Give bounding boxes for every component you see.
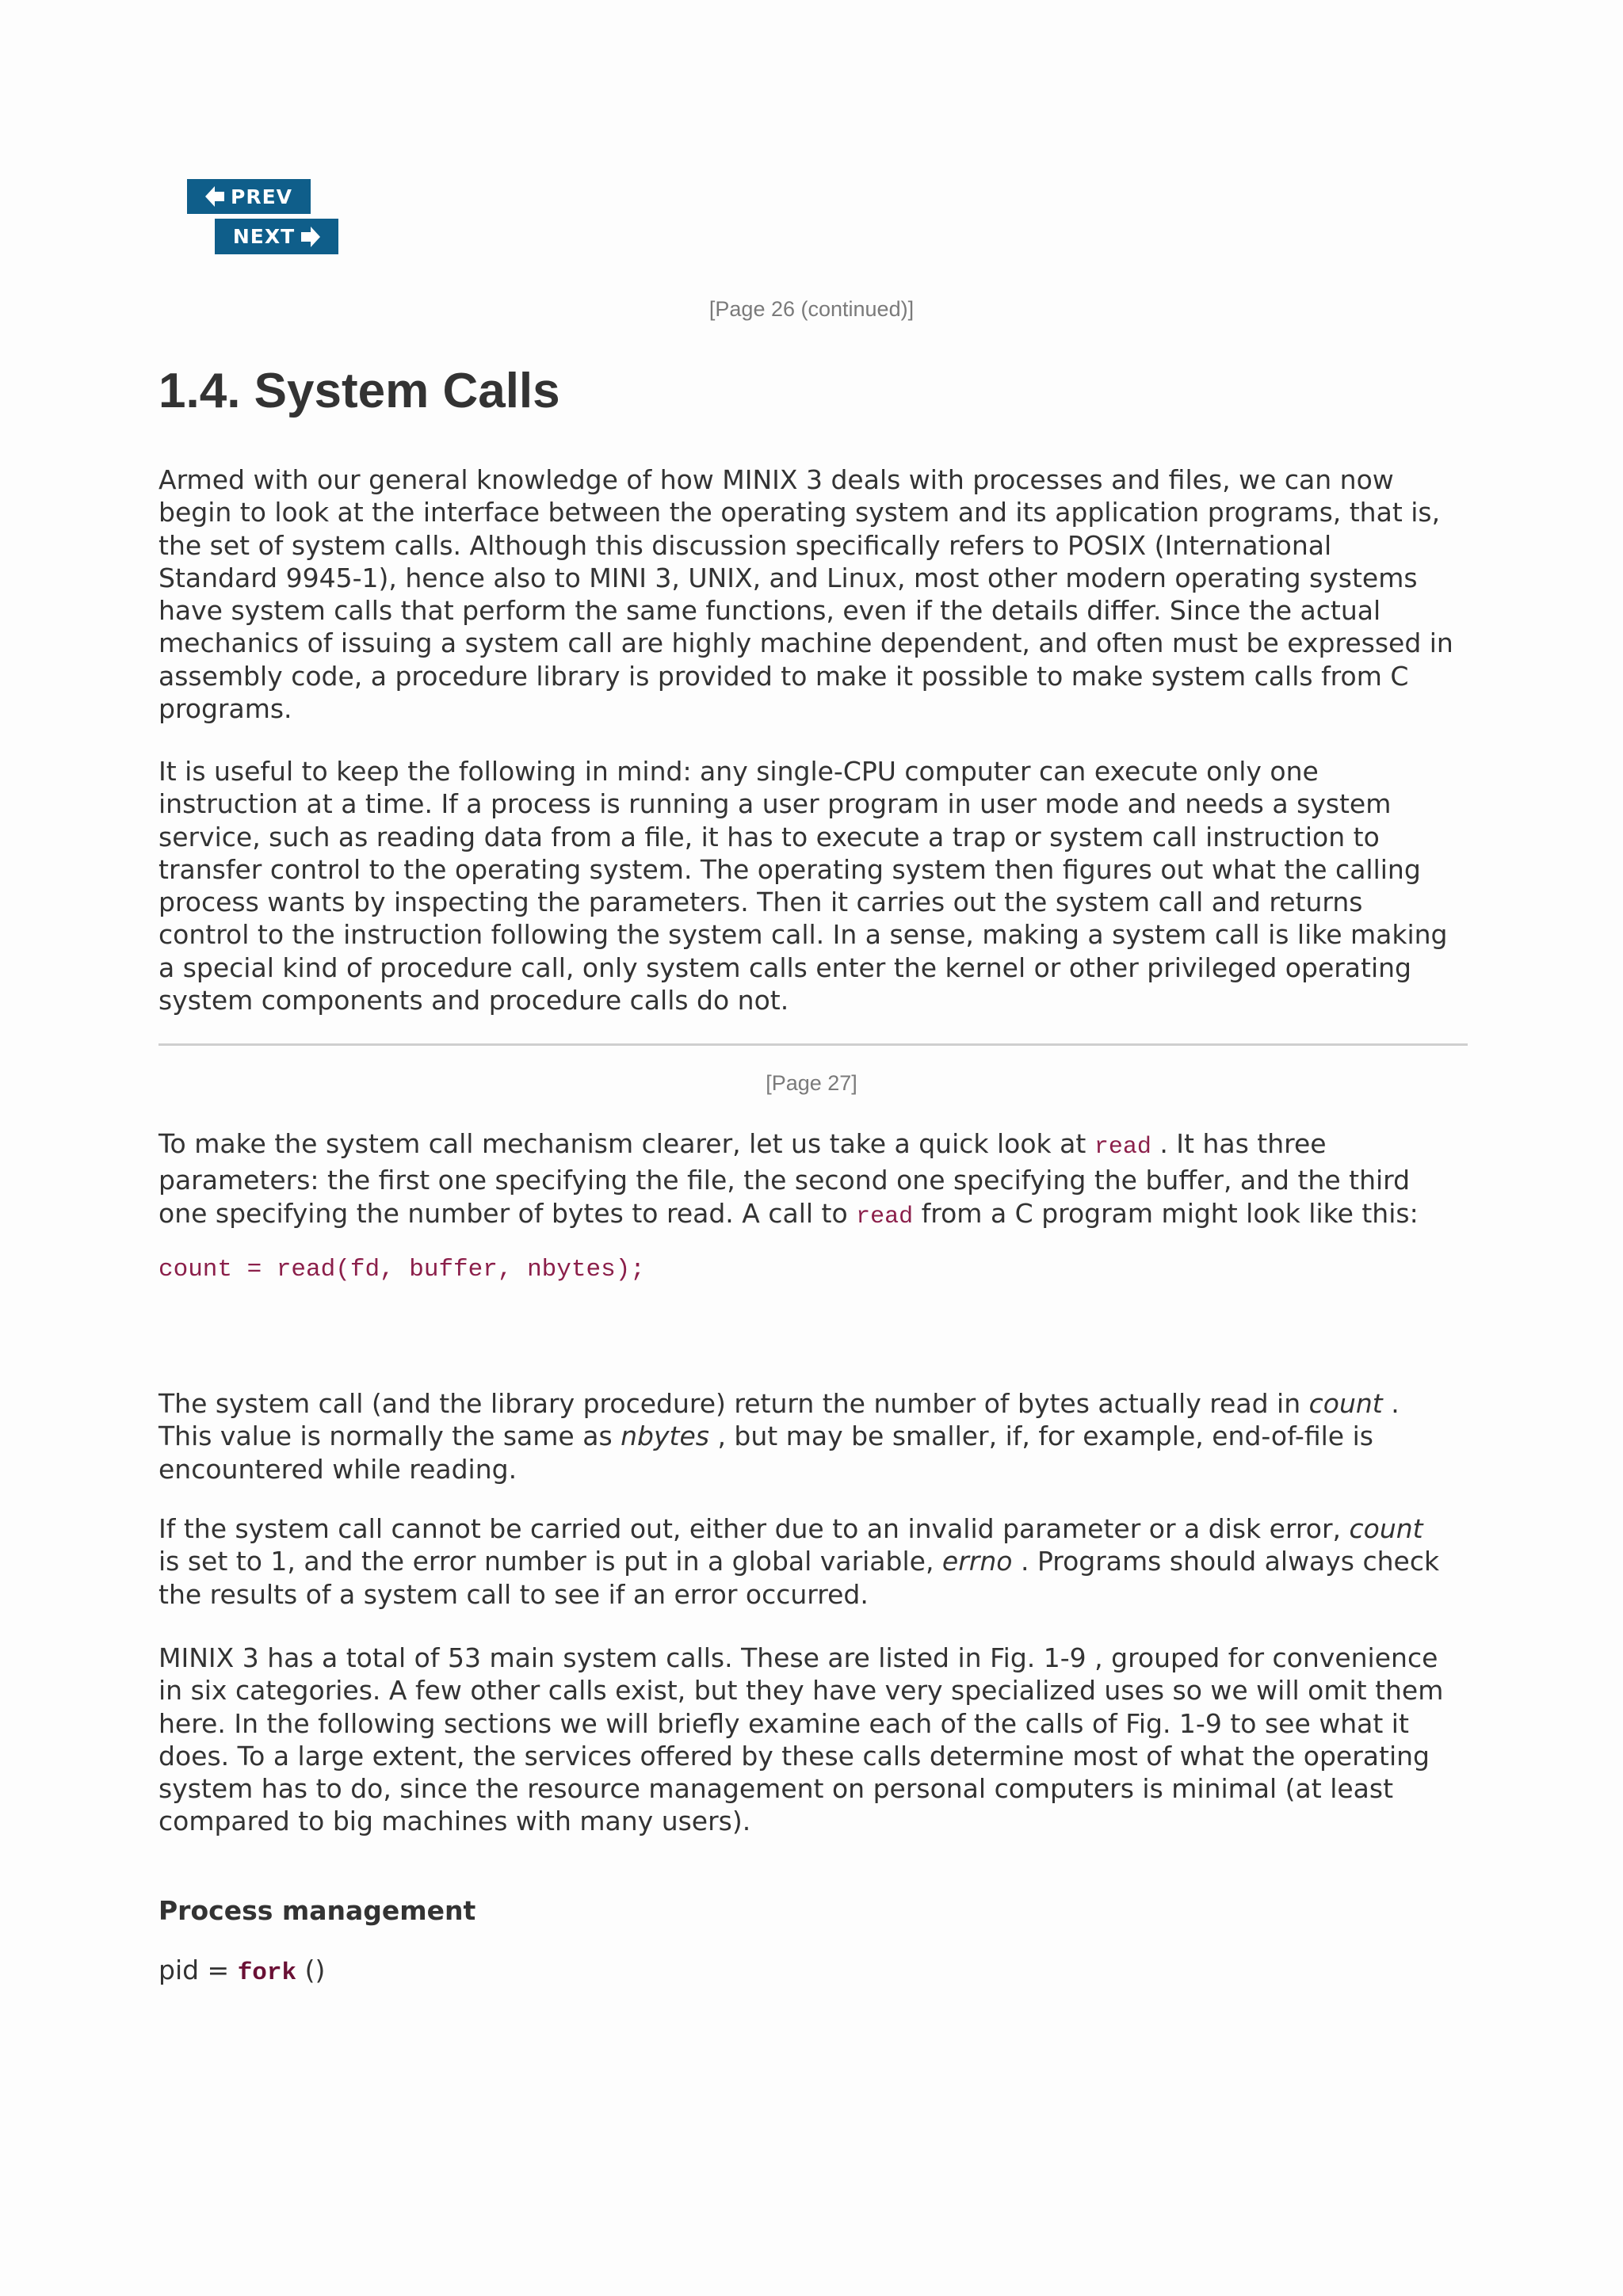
- next-button-label: NEXT: [232, 225, 296, 248]
- text-line: system components and procedure calls do not.: [158, 985, 789, 1016]
- text-line: the results of a system call to see if an error occurred.: [158, 1578, 869, 1610]
- text-line: process wants by inspecting the parameters. Then it carries out the system call and returns: [158, 887, 1363, 918]
- text-line: If the system call cannot be carried out, either due to an invalid parameter or a disk error, count: [158, 1513, 1423, 1544]
- text-line: begin to look at the interface between the operating system and its application programs, that is,: [158, 497, 1441, 528]
- page-marker: [Page 26 (continued)]: [708, 297, 915, 321]
- text-line: control to the instruction following the system call. In a sense, making a system call is like making: [158, 919, 1448, 951]
- text-line: encountered while reading.: [158, 1453, 517, 1485]
- text-line: system has to do, since the resource management on personal computers is minimal (at least: [158, 1773, 1394, 1805]
- text-line: Standard 9945-1), hence also to MINI 3, UNIX, and Linux, most other modern operating systems: [158, 562, 1418, 593]
- fork-call-line: pid = fork (): [158, 1955, 326, 1987]
- section-title: 1.4. System Calls: [158, 364, 560, 418]
- text-line: transfer control to the operating system. The operating system then figures out what the calling: [158, 853, 1421, 885]
- next-button[interactable]: [215, 219, 338, 254]
- arrow-left-icon: [205, 186, 224, 207]
- text-line: parameters: the first one specifying the file, the second one specifying the buffer, and the third: [158, 1165, 1411, 1196]
- paragraph-errors: [158, 1512, 1490, 1611]
- text-line: MINIX 3 has a total of 53 main system calls. These are listed in Fig. 1-9 , grouped for convenience: [158, 1642, 1438, 1673]
- text-line: have system calls that perform the same functions, even if the details differ. Since the actual: [158, 595, 1381, 627]
- inline-code: read: [1094, 1134, 1151, 1161]
- text-line: here. In the following sections we will briefly examine each of the calls of Fig. 1-9 to see what it: [158, 1707, 1409, 1739]
- text-line: instruction at a time. If a process is running a user program in user mode and needs a system: [158, 788, 1392, 820]
- prev-button-label: PREV: [231, 185, 292, 208]
- paragraph-intro: [158, 463, 1490, 725]
- paragraph-read-call: [158, 1127, 1490, 1234]
- text-line: Armed with our general knowledge of how MINIX 3 deals with processes and files, we can now: [158, 464, 1394, 495]
- prev-button[interactable]: [187, 179, 311, 214]
- text-line: one specifying the number of bytes to read. A call to read from a C program might look like this:: [158, 1197, 1419, 1230]
- emphasis: errno: [941, 1546, 1013, 1577]
- paragraph-minix-calls: [158, 1642, 1490, 1838]
- emphasis: nbytes: [621, 1421, 709, 1452]
- text-line: compared to big machines with many users).: [158, 1806, 751, 1837]
- page-divider: [158, 1043, 1468, 1046]
- text-line: the set of system calls. Although this discussion specifically refers to POSIX (International: [158, 529, 1332, 561]
- text-line: The system call (and the library procedure) return the number of bytes actually read in count .: [158, 1388, 1400, 1419]
- text-line: mechanics of issuing a system call are highly machine dependent, and often must be expressed in: [158, 627, 1453, 659]
- paragraph-useful: [158, 755, 1490, 1016]
- subsection-heading: Process management: [158, 1895, 476, 1926]
- paragraph-return-value: [158, 1387, 1490, 1486]
- text-line: assembly code, a procedure library is provided to make it possible to make system calls from C: [158, 660, 1409, 692]
- text-line: service, such as reading data from a file, it has to execute a trap or system call instruction to: [158, 821, 1380, 852]
- code-block: count = read(fd, buffer, nbytes);: [158, 1256, 645, 1283]
- text-line: It is useful to keep the following in mind: any single-CPU computer can execute only one: [158, 756, 1319, 787]
- text-line: programs.: [158, 693, 292, 725]
- emphasis: count: [1308, 1388, 1383, 1419]
- function-name: fork: [237, 1959, 297, 1987]
- text-line: To make the system call mechanism clearer, let us take a quick look at read . It has three: [158, 1128, 1327, 1161]
- text-line: in six categories. A few other calls exist, but they have very specialized uses so we will omit them: [158, 1675, 1444, 1707]
- emphasis: count: [1349, 1513, 1423, 1544]
- inline-code: read: [856, 1203, 914, 1230]
- text-line: This value is normally the same as nbytes , but may be smaller, if, for example, end-of-file is: [158, 1421, 1373, 1452]
- text-line: does. To a large extent, the services offered by these calls determine most of what the operating: [158, 1740, 1430, 1772]
- text-line: a special kind of procedure call, only system calls enter the kernel or other privileged operating: [158, 952, 1412, 983]
- arrow-right-icon: [301, 227, 320, 247]
- text-line: is set to 1, and the error number is put in a global variable, errno . Programs should always check: [158, 1546, 1440, 1577]
- page-marker: [Page 27]: [766, 1071, 857, 1095]
